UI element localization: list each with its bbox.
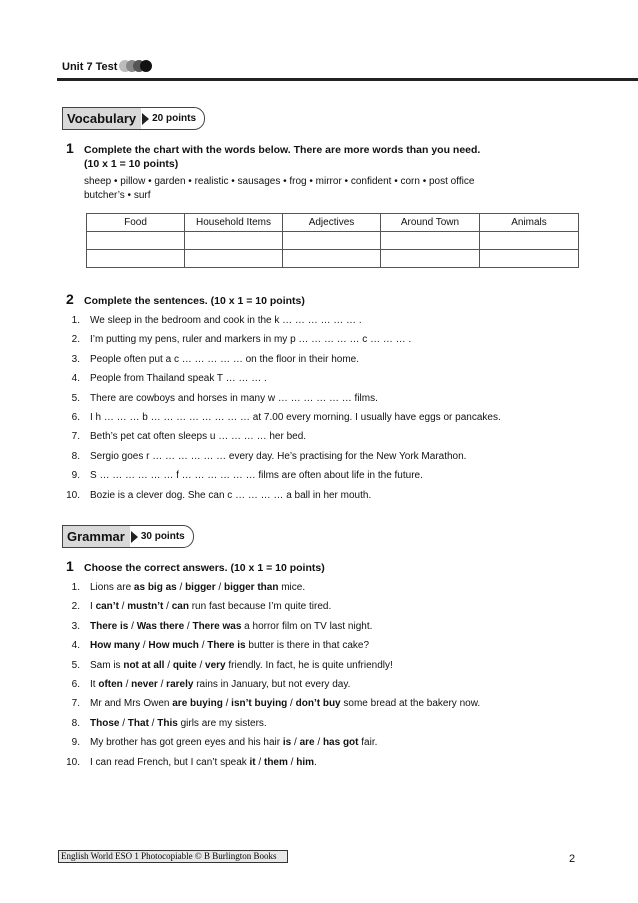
text-fragment: /: [314, 737, 323, 749]
item-text: We sleep in the bedroom and cook in the k … … … … … … .: [90, 315, 362, 326]
item-text: [90, 714, 267, 733]
answer-cell[interactable]: [185, 232, 283, 250]
item-number: 8.: [71, 450, 80, 462]
arrow-right-icon: [131, 531, 138, 543]
answer-cell[interactable]: [381, 232, 480, 250]
question-number: 1: [66, 140, 74, 156]
item-text: [90, 753, 317, 772]
text-fragment: /: [164, 659, 173, 671]
answer-cell[interactable]: [480, 250, 579, 268]
chart-header: Animals: [480, 214, 579, 232]
list-item: [58, 694, 618, 713]
answer-option[interactable]: are buying: [172, 698, 223, 710]
answer-option[interactable]: Was there: [136, 620, 185, 632]
text-fragment: /: [287, 698, 296, 710]
list-item: [58, 427, 618, 446]
text-fragment: friendly. In fact, he is quite unfriendly!: [225, 659, 393, 671]
item-text: [90, 597, 331, 616]
question-number: 1: [66, 558, 74, 574]
text-fragment: /: [196, 659, 206, 671]
text-fragment: /: [215, 582, 224, 593]
list-item: [58, 447, 618, 466]
answer-option[interactable]: can: [171, 601, 189, 613]
answer-cell[interactable]: [283, 250, 381, 268]
answer-option[interactable]: How many: [90, 640, 141, 652]
text-fragment: /: [140, 640, 149, 652]
text-fragment: /: [287, 756, 297, 768]
text-fragment: girls are my sisters.: [177, 717, 267, 729]
question-instruction: Choose the correct answers. (10 x 1 = 10 points): [84, 562, 325, 574]
chart-row: [87, 232, 579, 250]
answer-option[interactable]: them: [263, 756, 288, 768]
text-fragment: /: [122, 678, 132, 690]
copyright-box: English World ESO 1 Photocopiable © B Burlington Books: [58, 850, 288, 863]
item-text: [90, 656, 393, 675]
text-fragment: /: [222, 698, 232, 710]
answer-option[interactable]: never: [131, 678, 158, 690]
answer-option[interactable]: as big as: [133, 582, 177, 593]
item-number: 6.: [71, 678, 80, 690]
item-text: Beth’s pet cat often sleeps u … … … … her bed.: [90, 431, 307, 443]
answer-option[interactable]: There was: [192, 620, 242, 632]
item-number: 6.: [71, 411, 80, 423]
answer-option[interactable]: it: [249, 756, 256, 768]
item-number: 1.: [71, 582, 80, 593]
item-number: 7.: [71, 698, 80, 710]
list-item: [58, 466, 618, 485]
grammar-label: Grammar: [63, 526, 130, 547]
chart-header: Adjectives: [283, 214, 381, 232]
question-points: (10 x 1 = 10 points): [84, 158, 179, 170]
item-text: I h … … … b … … … … … … … … at 7.00 every morning. I usually have eggs or pancakes.: [90, 411, 501, 423]
list-item: [58, 714, 618, 733]
item-number: 9.: [71, 737, 80, 749]
answer-cell[interactable]: [87, 232, 185, 250]
answer-cell[interactable]: [87, 250, 185, 268]
answer-option[interactable]: Those: [90, 717, 120, 729]
text-fragment: I can read French, but I can’t speak: [90, 756, 250, 768]
answer-option[interactable]: is: [282, 737, 292, 749]
text-fragment: Sam is: [90, 659, 124, 671]
text-fragment: /: [198, 640, 208, 652]
item-number: 4.: [71, 640, 80, 652]
text-fragment: I: [90, 601, 96, 613]
item-number: 2.: [71, 601, 80, 613]
list-item: [58, 675, 618, 694]
question-number: 2: [66, 291, 74, 307]
item-number: 2.: [71, 334, 80, 346]
item-number: 3.: [71, 620, 80, 632]
text-fragment: /: [184, 620, 193, 632]
item-number: 1.: [71, 315, 80, 326]
text-fragment: /: [119, 717, 128, 729]
vocabulary-points: 20 points: [152, 113, 197, 124]
item-number: 3.: [71, 353, 80, 365]
list-item: [58, 733, 618, 752]
answer-option[interactable]: There is: [90, 620, 129, 632]
vocabulary-chart: [86, 213, 579, 268]
item-text: [90, 578, 305, 597]
list-item: [58, 330, 618, 349]
word-bank-line-2: butcher’s • surf: [84, 190, 151, 201]
choice-list: [58, 578, 618, 772]
answer-option[interactable]: him: [296, 756, 315, 768]
chart-header: Food: [87, 214, 185, 232]
item-number: 7.: [71, 431, 80, 443]
text-fragment: fair.: [358, 737, 378, 749]
answer-option[interactable]: often: [98, 678, 123, 690]
answer-option[interactable]: don’t buy: [295, 698, 341, 710]
item-text: [90, 617, 372, 636]
text-fragment: .: [314, 756, 317, 768]
item-text: I’m putting my pens, ruler and markers in my p … … … … … c … … … .: [90, 334, 412, 346]
text-fragment: Mr and Mrs Owen: [90, 698, 173, 710]
text-fragment: /: [176, 582, 186, 593]
grammar-points: 30 points: [140, 531, 185, 542]
vocabulary-label: Vocabulary: [63, 108, 141, 129]
answer-option[interactable]: isn’t buying: [231, 698, 288, 710]
chart-row: [87, 250, 579, 268]
unit-dots-icon: [118, 59, 158, 73]
list-item: [58, 486, 618, 505]
item-text: [90, 733, 377, 752]
text-fragment: /: [291, 737, 300, 749]
item-number: 9.: [71, 470, 80, 482]
text-fragment: It: [90, 678, 99, 690]
text-fragment: some bread at the bakery now.: [340, 698, 481, 710]
answer-option[interactable]: can’t: [95, 601, 119, 613]
list-item: [58, 369, 618, 388]
chart-header: Around Town: [381, 214, 480, 232]
text-fragment: /: [255, 756, 264, 768]
question-instruction: Complete the chart with the words below. There are more words than you need.: [84, 144, 481, 156]
chart-header: Household Items: [185, 214, 283, 232]
page-number: 2: [569, 853, 576, 865]
chart-header-row: [87, 214, 579, 232]
item-number: 5.: [71, 392, 80, 404]
answer-option[interactable]: mustn’t: [127, 601, 164, 613]
answer-option[interactable]: quite: [172, 659, 197, 671]
arrow-right-icon: [142, 113, 149, 125]
answer-option[interactable]: That: [127, 717, 149, 729]
answer-cell[interactable]: [480, 232, 579, 250]
answer-option[interactable]: has got: [322, 737, 359, 749]
item-text: Bozie is a clever dog. She can c … … … … a ball in her mouth.: [90, 489, 372, 501]
item-number: 10.: [66, 756, 80, 768]
text-fragment: /: [128, 620, 137, 632]
list-item: [58, 753, 618, 772]
text-fragment: butter is there in that cake?: [245, 640, 370, 652]
question-instruction: Complete the sentences. (10 x 1 = 10 points): [84, 295, 305, 307]
list-item: [58, 636, 618, 655]
text-fragment: /: [148, 717, 158, 729]
item-text: S … … … … … … f … … … … … … films are often about life in the future.: [90, 470, 423, 482]
text-fragment: run fast because I’m quite tired.: [188, 601, 332, 613]
list-item: [58, 311, 618, 330]
answer-option[interactable]: not at all: [123, 659, 165, 671]
answer-option[interactable]: bigger than: [223, 582, 279, 593]
header-rule: [57, 78, 638, 81]
test-title: Unit 7 Test: [62, 61, 118, 73]
item-text: People often put a c … … … … … on the floor in their home.: [90, 353, 360, 365]
answer-option[interactable]: There is: [207, 640, 246, 652]
list-item: [58, 656, 618, 675]
list-item: [58, 597, 618, 616]
text-fragment: /: [118, 601, 128, 613]
sentence-list: [58, 311, 618, 505]
answer-option[interactable]: rarely: [166, 678, 194, 690]
answer-option[interactable]: How much: [148, 640, 199, 652]
list-item: [58, 578, 618, 597]
list-item: [58, 389, 618, 408]
text-fragment: mice.: [278, 582, 306, 593]
text-fragment: a horror film on TV last night.: [241, 620, 373, 632]
text-fragment: My brother has got green eyes and his hair: [90, 737, 283, 749]
list-item: [58, 617, 618, 636]
grammar-section-tag: [62, 525, 194, 548]
vocabulary-section-tag: [62, 107, 205, 130]
answer-option[interactable]: are: [299, 737, 315, 749]
answer-option[interactable]: bigger: [185, 582, 216, 593]
text-fragment: rains in January, but not every day.: [193, 678, 351, 690]
answer-cell[interactable]: [381, 250, 480, 268]
answer-cell[interactable]: [185, 250, 283, 268]
list-item: [58, 350, 618, 369]
text-fragment: Lions are: [90, 582, 134, 593]
item-number: 4.: [71, 373, 80, 385]
text-fragment: /: [163, 601, 172, 613]
answer-cell[interactable]: [283, 232, 381, 250]
item-text: Sergio goes r … … … … … … every day. He’s practising for the New York Marathon.: [90, 450, 467, 462]
item-text: People from Thailand speak T … … … .: [90, 373, 267, 385]
item-number: 8.: [71, 717, 80, 729]
item-text: There are cowboys and horses in many w … … … … … … films.: [90, 392, 378, 404]
item-number: 5.: [71, 659, 80, 671]
item-text: [90, 694, 480, 713]
answer-option[interactable]: This: [157, 717, 178, 729]
text-fragment: /: [157, 678, 167, 690]
item-text: [90, 636, 369, 655]
item-number: 10.: [66, 489, 80, 501]
word-bank-line-1: sheep • pillow • garden • realistic • sausages • frog • mirror • confident • corn • post office: [84, 176, 475, 187]
item-text: [90, 675, 350, 694]
list-item: [58, 408, 618, 427]
answer-option[interactable]: very: [205, 659, 226, 671]
